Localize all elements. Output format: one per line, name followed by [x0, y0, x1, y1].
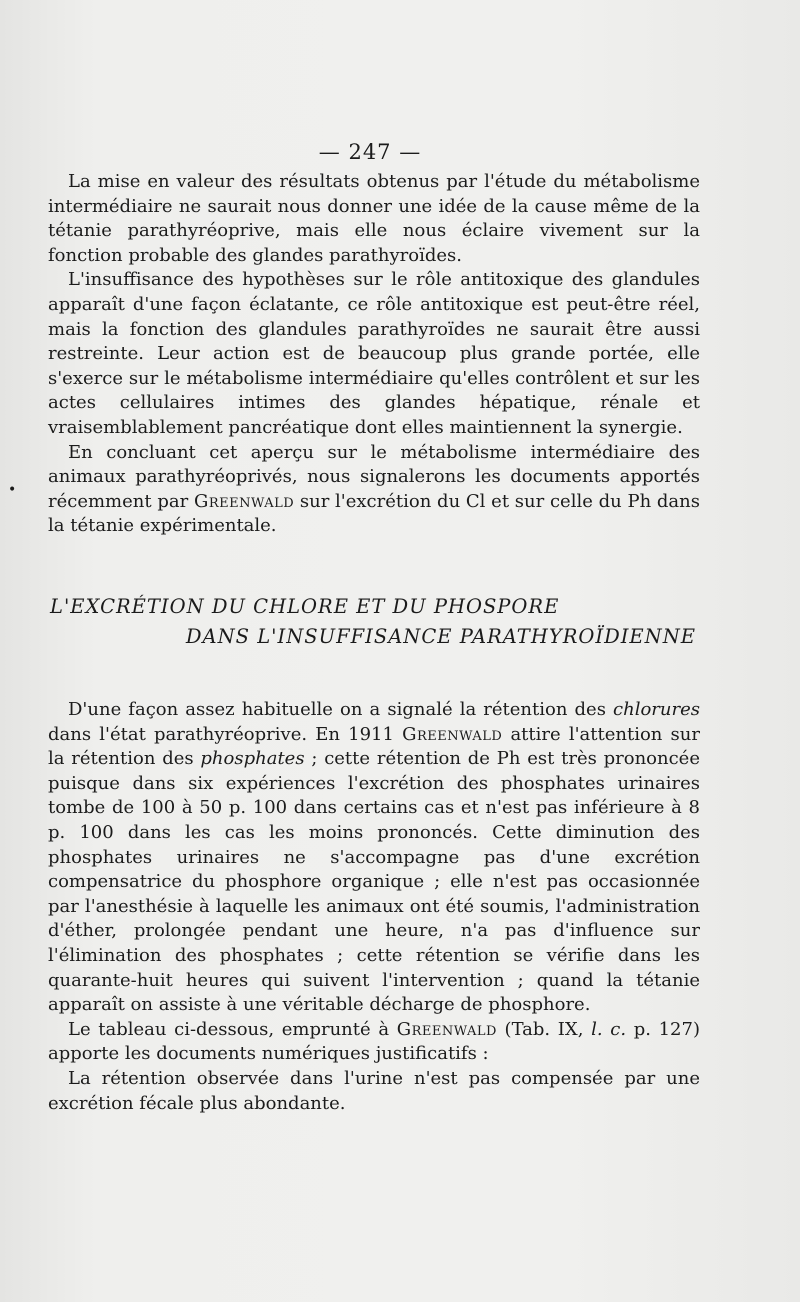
page-number: — 247 —: [318, 140, 422, 164]
section-text-block: [48, 698, 700, 1116]
author-name: Greenwald: [396, 1018, 497, 1040]
author-name: Greenwald: [402, 723, 503, 745]
paragraph-insufficiency: L'insuffisance des hypothèses sur le rôle antitoxique des glandules apparaît d'une façon éclatante, ce rôle antitoxique est peut-être réel, mais la fonction des glandules parathyroïdes ne saurait être aussi restreinte. Leur action est de beaucoup plus grande portée, elle s'exerce sur le métabolisme intermédiaire qu'elles contrôlent et sur les actes cellulaires intimes des glandes hépatique, rénale et vraisemblablement pancréatique dont elles maintiennent la synergie.: [48, 269, 700, 438]
margin-mark: •: [8, 482, 17, 498]
paragraph-table-reference: Le tableau ci-dessous, emprunté à Greenwald (Tab. IX, l. c. p. 127) apporte les documents numériques justificatifs :: [48, 1018, 700, 1065]
paragraph-metabolism: La mise en valeur des résultats obtenus par l'étude du métabolisme intermédiaire ne saurait nous donner une idée de la cause même de la tétanie parathyréoprive, mais elle nous éclaire vivement sur la fonction probable des glandes parathyroïdes.: [48, 171, 700, 266]
term-phosphates: phosphates: [200, 748, 305, 770]
heading-line-2: DANS L'INSUFFISANCE PARATHYROÏDIENNE: [185, 625, 696, 648]
intro-text-block: [48, 170, 700, 539]
citation-lc: l. c.: [591, 1018, 627, 1040]
heading-line-1: L'EXCRÉTION DU CHLORE ET DU PHOSPORE: [50, 595, 560, 618]
term-chlorures: chlorures: [613, 699, 700, 720]
author-name: Greenwald: [193, 490, 295, 512]
paragraph-fecal-excretion: La rétention observée dans l'urine n'est pas compensée par une excrétion fécale plus abondante.: [48, 1067, 700, 1114]
section-heading: [50, 592, 700, 652]
paragraph-conclusion: En concluant cet aperçu sur le métabolisme intermédiaire des animaux parathyréoprivés, nous signalerons les documents apportés récemment par Greenwald sur l'excrétion du Cl et sur celle du Ph dans la tétanie expérimentale.: [48, 441, 700, 537]
paragraph-chlorure-retention: D'une façon assez habituelle on a signalé la rétention des chlorures dans l'état parathyréoprive. En 1911 Greenwald attire l'attention sur la rétention des phosphates ; cette rétention de Ph est très prononcée puisque dans six expériences l'excrétion des phosphates urinaires tombe de 100 à 50 p. 100 dans certains cas et n'est pas inférieure à 8 p. 100 dans les cas les moins prononcés. Cette diminution des phosphates urinaires ne s'accompagne pas d'une excrétion compensatrice du phosphore organique ; elle n'est pas occasionnée par l'anesthésie à laquelle les animaux ont été soumis, l'administration d'éther, prolongée pendant une heure, n'a pas d'influence sur l'élimination des phosphates ; cette rétention se vérifie dans les quarante-huit heures qui suivent l'intervention ; quand la tétanie apparaît on assiste à une véritable décharge de phosphore.: [48, 699, 700, 1016]
